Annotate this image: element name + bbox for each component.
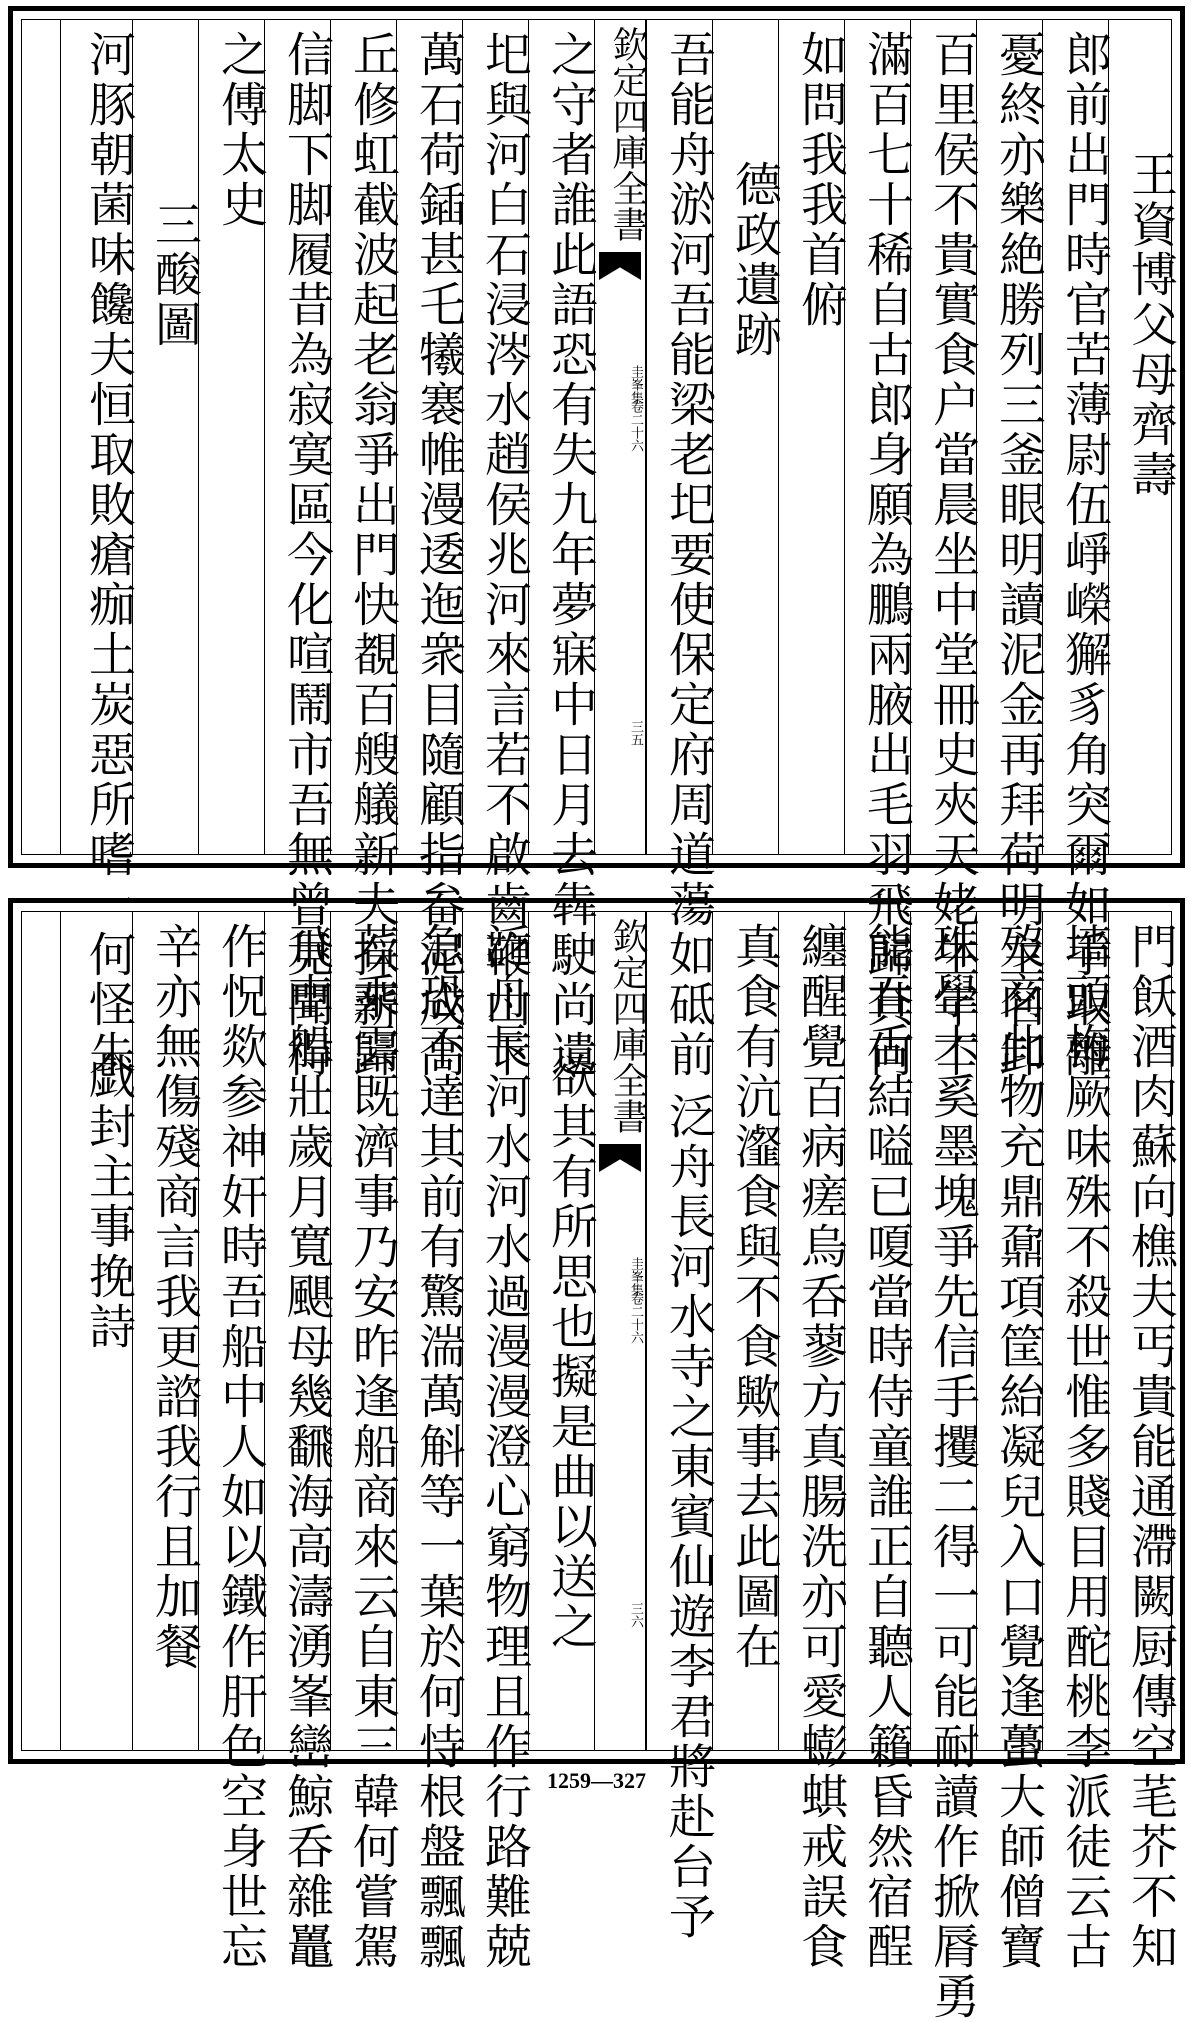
top-page [8, 6, 1185, 1080]
column-text: 能吞舌結嗌已嗄當時侍童誰正自聽人籟昏然宿酲 [859, 922, 914, 1972]
column-text: 真食有沆瀣食與不食歟事去此圖在 [727, 922, 782, 1672]
column-text: 作怳欻参神奸時吾船中人如以鐵作肝色空身世忘 [213, 922, 268, 1972]
center-fold [594, 912, 646, 1750]
text-column [396, 20, 466, 1080]
fold-book-title: 圭峯集 [628, 365, 643, 404]
column-text: 急恐不達其前有驚湍萬斛等一葉於何恃根盤飄飄 [411, 922, 466, 1972]
text-column [462, 20, 532, 1080]
column-text: 郎前出門時官苦薄尉伍崢嶸獬豸角突爾如手取離 [1057, 30, 1112, 1080]
column-text: 若乘雲既濟事乃安昨逢船商來云自東三韓何嘗駕 [345, 922, 400, 1972]
fish-tail-mark [599, 252, 641, 280]
text-column [646, 20, 716, 1080]
center-fold [594, 20, 646, 854]
text-column [712, 20, 782, 854]
column-text: 飛車船壯歲月寬颶母幾飜海高濤湧峯巒鯨呑雜鼉 [279, 922, 334, 1972]
column-text: 吾能舟淤河吾能梁老圯要使保定府周道蕩如砥前 [661, 30, 716, 1080]
fold-volume: 卷二十六 [628, 1292, 643, 1344]
text-column [528, 912, 598, 1750]
text-column [330, 912, 400, 1972]
column-text: 欲其有所思也擬是曲以送之 [543, 1052, 598, 1652]
fold-volume: 卷二十六 [628, 400, 643, 452]
column-text: 圯與河白石浸涔水趙侯兆河來言若不啟齒鞭山下 [477, 30, 532, 1080]
fold-page-number: 三五 [628, 720, 643, 746]
text-column [528, 20, 598, 1080]
text-column [1042, 912, 1112, 1972]
text-column [396, 912, 466, 1972]
text-column [330, 20, 400, 1080]
column-text: 門飫酒肉蘇向樵夫丐貴能通滯闕厨傳空芼芥不知 [1123, 922, 1178, 1972]
column-text: 滿百七十稀自古郎身願為鵬兩腋出毛羽飛歸其何 [859, 30, 914, 1080]
fish-tail-mark [599, 1144, 641, 1172]
fold-page-number: 三六 [628, 1602, 643, 1628]
text-column [844, 20, 914, 1080]
column-text: 墻頭梅厥味殊不殺世惟多賤目用酡桃李派徒云古 [1057, 922, 1112, 1972]
text-column [778, 20, 848, 854]
text-column [910, 20, 980, 1080]
text-column [844, 912, 914, 1972]
column-text: 泛舟長河水寺之東賓仙遊李君將赴台予 [661, 1092, 716, 1942]
column-text: 三酸圖 [147, 200, 202, 350]
text-column [1108, 20, 1178, 854]
text-column [198, 912, 268, 1972]
text-column [60, 912, 136, 1750]
text-column [1042, 20, 1112, 1080]
column-text: 辛亦無傷殘商言我更諮我行且加餐 [147, 922, 202, 1672]
text-column [198, 20, 268, 854]
column-text: 戯封主事挽詩 [81, 1052, 136, 1352]
text-column [778, 912, 848, 1972]
fold-header: 欽定四庫全書 [607, 26, 648, 242]
text-column [712, 912, 782, 1750]
text-column [646, 912, 716, 1942]
column-text: 百里侯不貴實食户當晨坐中堂冊史夾天姥生年不 [925, 30, 980, 1080]
column-text: 之傅太史 [213, 30, 268, 230]
fold-header: 欽定四庫全書 [607, 918, 648, 1134]
top-page-frame [21, 19, 1178, 1080]
text-column [264, 912, 334, 1972]
column-text: 珠學士奚墨塊爭先信手攫二得一可能耐讀作掀脣勇 [925, 922, 980, 2022]
text-column [1108, 912, 1178, 1972]
column-text: 河豚朝菌味饞夫恒取敗瘡痂土炭惡所嗜一何怪朱 [81, 30, 136, 1080]
text-column [132, 912, 202, 1750]
column-text: 之守者誰此語恐有失九年夢寐中日月去犇駛尚遺 [543, 30, 598, 1080]
text-column [462, 912, 532, 1972]
text-column [60, 20, 136, 1080]
text-column [910, 912, 980, 2022]
text-column [132, 20, 202, 854]
column-text: 王資博父母齊壽 [1123, 150, 1178, 500]
fold-book-title: 圭峯集 [628, 1257, 643, 1296]
column-text: 德政遺跡 [727, 160, 782, 360]
column-text: 泛舟長河水河水過漫漫澄心窮物理且作行路難兢 [477, 922, 532, 1972]
text-column [976, 20, 1046, 1080]
column-text: 歿商此物充鼎鼐項筐紿凝兒入口覺逢蠆大師僧寶 [991, 922, 1046, 1972]
page-footer-number: 1259—327 [547, 1768, 646, 1793]
column-text: 萬石荷鍤甚乇犧褰帷漫逶迤衆目隨顧指畚泥成高 [411, 30, 466, 1080]
column-text: 信脚下脚履昔為寂寞區今化喧鬧市吾無曾見聞得 [279, 30, 334, 1080]
text-column [264, 20, 334, 1080]
column-text: 纏醒覺百病瘥烏呑蓼方真腸洗亦可愛蟛蜞戒誤食 [793, 922, 848, 1972]
column-text: 憂終亦樂絶勝列三釜眼明讀泥金再拜荷明主名卸 [991, 30, 1046, 1080]
column-text: 丘修虹截波起老翁爭出門快覩百艘艤新夫採薪歸 [345, 30, 400, 1080]
column-text: 如問我我首俯 [793, 30, 848, 330]
text-column [976, 912, 1046, 1972]
